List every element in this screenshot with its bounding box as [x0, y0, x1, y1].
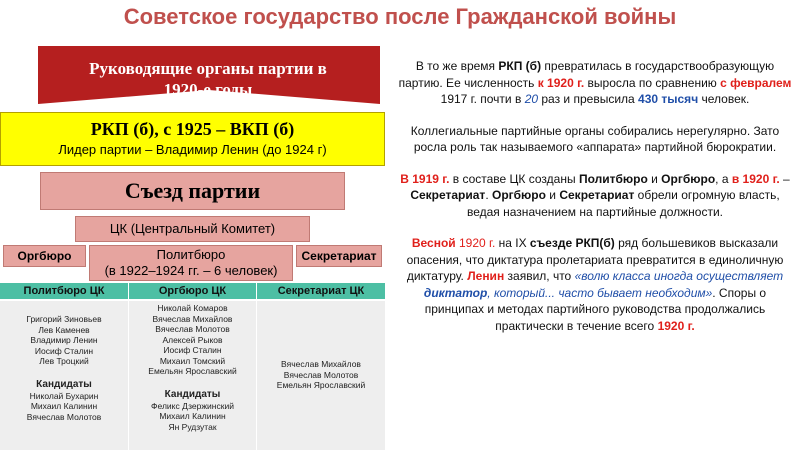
- text-run: Секретариат: [559, 188, 635, 202]
- secretariat-member: Емельян Ярославский: [276, 380, 366, 390]
- central-committee-box: ЦК (Центральный Комитет): [75, 216, 310, 242]
- text-run: Секретариат: [410, 188, 486, 202]
- politburo-member: Владимир Ленин: [30, 335, 98, 345]
- paragraph-membership: [393, 58, 797, 108]
- text-run: с февралем: [720, 75, 792, 90]
- politburo-member: Григорий Зиновьев: [26, 314, 102, 324]
- politburo-title: Политбюро: [156, 247, 226, 262]
- orgburo-member: Николай Комаров: [157, 303, 228, 313]
- text-run: ряд большевиков высказали опасения, что диктатура пролетариата превратится в единоличную диктатуру.: [406, 236, 784, 283]
- text-run: Оргбюро: [491, 188, 546, 202]
- politburo-note: (в 1922–1924 гг. – 6 человек): [104, 263, 278, 278]
- header-secretariat: Секретариат ЦК: [257, 283, 385, 299]
- politburo-column: [0, 301, 129, 450]
- paragraph-organs: [393, 171, 797, 221]
- text-run: Весной: [411, 236, 456, 250]
- text-run: 430 тысяч: [638, 92, 699, 106]
- party-leader: Лидер партии – Владимир Ленин (до 1924 г): [58, 142, 327, 157]
- politburo-member: Иосиф Сталин: [34, 345, 94, 356]
- paragraph-bureaucracy: Коллегиальные партийные органы собирались нерегулярно. Зато росла роль так называемого «аппарата» партийной бюрократии.: [410, 123, 780, 154]
- paragraph-congress: [393, 235, 797, 334]
- orgburo-candidate: Ян Рудзутак: [168, 421, 217, 432]
- orgburo-member: Алексей Рыков: [162, 334, 223, 345]
- header-politburo: Политбюро ЦК: [0, 283, 128, 299]
- text-run: Политбюро: [578, 171, 648, 186]
- secretariat-member: Вячеслав Молотов: [283, 369, 359, 380]
- orgburo-candidates-label: Кандидаты: [164, 388, 221, 400]
- orgburo-candidate: Михаил Калинин: [159, 411, 226, 421]
- text-run: человек.: [698, 92, 750, 106]
- text-run: почти в: [476, 92, 525, 106]
- right-text-block: [393, 58, 797, 349]
- politburo-candidate: Николай Бухарин: [29, 390, 99, 401]
- text-run: на IX: [495, 236, 530, 250]
- orgburo-column: [129, 301, 257, 450]
- orgburo-member: Емельян Ярославский: [148, 366, 237, 376]
- secretariat-member: Вячеслав Михайлов: [281, 359, 361, 369]
- text-run: . Споры о принципах и методах партийного руководства продолжались практически в течение всего: [424, 285, 767, 333]
- text-run: и: [545, 188, 560, 202]
- orgburo-box: Оргбюро: [3, 245, 86, 267]
- politburo-candidate: Михаил Калинин: [30, 401, 98, 411]
- text-run: 1920 г.: [657, 318, 695, 333]
- politburo-candidate: Вячеслав Молотов: [26, 411, 102, 422]
- politburo-candidates-label: Кандидаты: [36, 378, 92, 390]
- text-run: заявил, что: [504, 269, 575, 283]
- politburo-member: Лев Каменев: [38, 324, 90, 335]
- text-run: обрели огромную власть, ведая назначением на партийные должности.: [466, 188, 780, 219]
- secretariat-column: [257, 301, 385, 450]
- banner-line2: 1920-е годы: [163, 80, 253, 99]
- orgburo-member: Вячеслав Михайлов: [152, 313, 233, 324]
- page-title: Советское государство после Гражданской войны: [123, 4, 677, 29]
- text-run: РКП (б): [498, 59, 542, 73]
- orgburo-member: Вячеслав Молотов: [155, 324, 230, 334]
- text-run: съезде РКП(б): [529, 236, 615, 250]
- text-run: В 1919 г.: [400, 171, 450, 186]
- text-run: в составе ЦК созданы: [449, 171, 579, 186]
- party-name: РКП (б), с 1925 – ВКП (б): [90, 119, 295, 139]
- text-run: .: [485, 188, 492, 202]
- orgburo-member: Михаил Томский: [159, 355, 226, 366]
- ribbon-banner: [38, 46, 380, 104]
- politburo-box: [89, 245, 293, 281]
- text-run: 20: [524, 92, 539, 106]
- text-run: –: [779, 171, 790, 186]
- banner-line1: Руководящие органы партии в: [89, 59, 327, 78]
- text-run: к 1920 г.: [537, 75, 585, 90]
- text-run: Ленин: [467, 269, 505, 283]
- text-run: «волю класса иногда осуществляет: [574, 269, 784, 283]
- members-table: [0, 283, 385, 450]
- text-run: превратилась в государствообразующую партию. Ее численность: [398, 59, 775, 90]
- text-run: В то же время: [415, 59, 499, 73]
- text-run: 1917 г.: [440, 92, 477, 106]
- text-run: диктатор: [423, 285, 488, 300]
- party-box: [0, 112, 385, 166]
- text-run: в 1920 г.: [731, 171, 780, 186]
- text-run: раз и превысила: [538, 92, 639, 106]
- politburo-member: Лев Троцкий: [39, 356, 89, 366]
- orgburo-member: Иосиф Сталин: [163, 345, 222, 355]
- header-orgburo: Оргбюро ЦК: [129, 283, 256, 299]
- text-run: , который... часто бывает необходим»: [487, 285, 713, 300]
- text-run: Оргбюро: [661, 171, 716, 186]
- text-run: выросла по сравнению: [584, 75, 721, 90]
- text-run: , а: [715, 171, 732, 186]
- banner-text: [58, 58, 358, 100]
- congress-box: Съезд партии: [40, 172, 345, 210]
- text-run: и: [647, 171, 662, 186]
- text-run: 1920 г.: [455, 236, 496, 250]
- secretariat-box: Секретариат: [296, 245, 382, 267]
- orgburo-candidate: Феликс Дзержинский: [151, 400, 234, 411]
